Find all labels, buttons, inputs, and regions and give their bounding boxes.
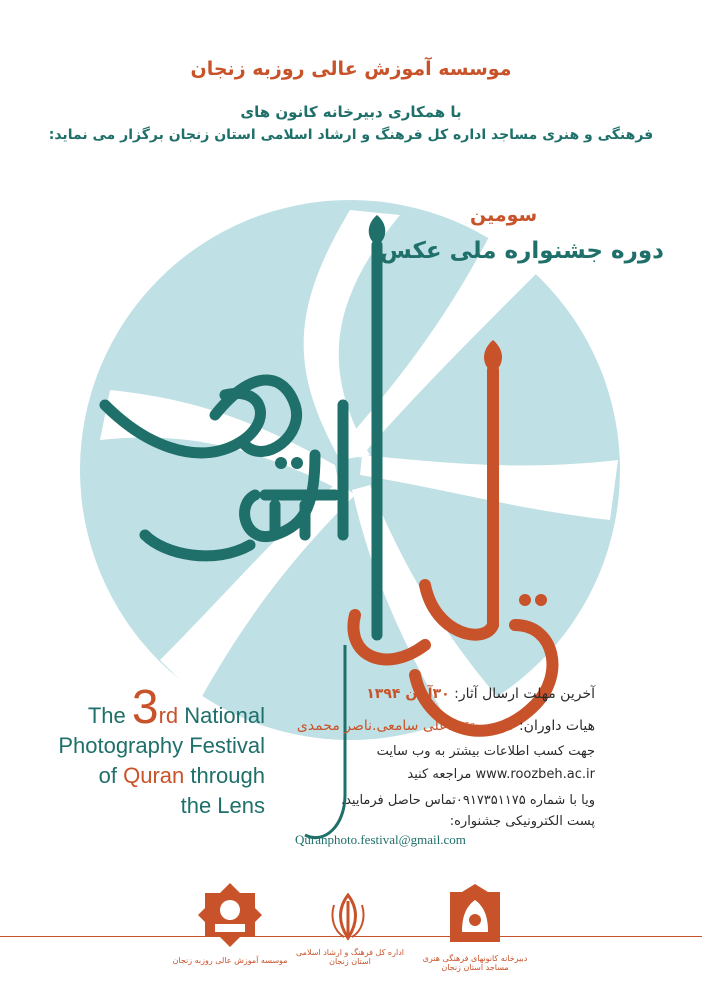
phone-line: ویا با شماره ۰۹۱۷۳۵۱۱۷۵تماس حاصل فرمایید. — [340, 793, 595, 808]
center-logo-caption: اداره کل فرهنگ و ارشاد اسلامی استان زنجان — [296, 948, 404, 966]
refer-text: مراجعه کنید — [407, 767, 472, 782]
english-national: National — [178, 703, 265, 728]
deadline-value: ۳۰آبان ۱۳۹۴ — [366, 686, 450, 702]
english-title-line2: Photography Festival — [58, 733, 265, 758]
english-quran: Quran — [123, 763, 185, 788]
institution-title: موسسه آموزش عالی روزبه زنجان — [190, 58, 512, 80]
edition-label: سومین — [470, 204, 538, 226]
website-link[interactable]: www.roozbeh.ac.ir — [475, 767, 595, 782]
email-link[interactable]: Quranphoto.festival@gmail.com — [295, 832, 466, 847]
roozbeh-logo-icon — [195, 880, 265, 950]
english-of: of — [98, 763, 124, 788]
english-through: through — [184, 763, 265, 788]
english-the: The — [87, 703, 132, 728]
iran-emblem-icon — [328, 893, 368, 943]
left-logo-caption: موسسه آموزش عالی روزبه زنجان — [172, 956, 288, 965]
mosque-centers-logo-icon — [440, 880, 510, 950]
deadline-label: آخرین مهلت ارسال آثار: — [454, 686, 595, 702]
english-number: 3 — [131, 681, 159, 734]
english-ordinal: rd — [158, 703, 179, 728]
website-line — [295, 767, 595, 782]
organizer-line: فرهنگی و هنری مساجد اداره کل فرهنگ و ارشاد اسلامی استان زنجان برگزار می نماید: — [48, 127, 654, 143]
jury-value: کریم متقی.علی سامعی.ناصر محمدی — [296, 718, 515, 734]
english-title-line4: the Lens — [180, 793, 265, 818]
jury-line — [295, 718, 595, 734]
english-title-line1 — [88, 680, 265, 735]
deadline-line — [295, 686, 595, 702]
jury-label: هیات داوران: — [518, 718, 595, 734]
right-logo-caption: دبیرخانه کانونهای فرهنگی هنری مساجد استان زنجان — [422, 954, 528, 972]
more-info-line: جهت کسب اطلاعات بیشتر به وب سایت — [376, 744, 595, 759]
cooperation-line: با همکاری دبیرخانه کانون های — [240, 103, 462, 121]
festival-title: دوره جشنواره ملی عکس — [380, 238, 664, 264]
email-label: پست الکترونیکی جشنواره: — [449, 814, 595, 829]
english-title-line3 — [99, 763, 265, 789]
